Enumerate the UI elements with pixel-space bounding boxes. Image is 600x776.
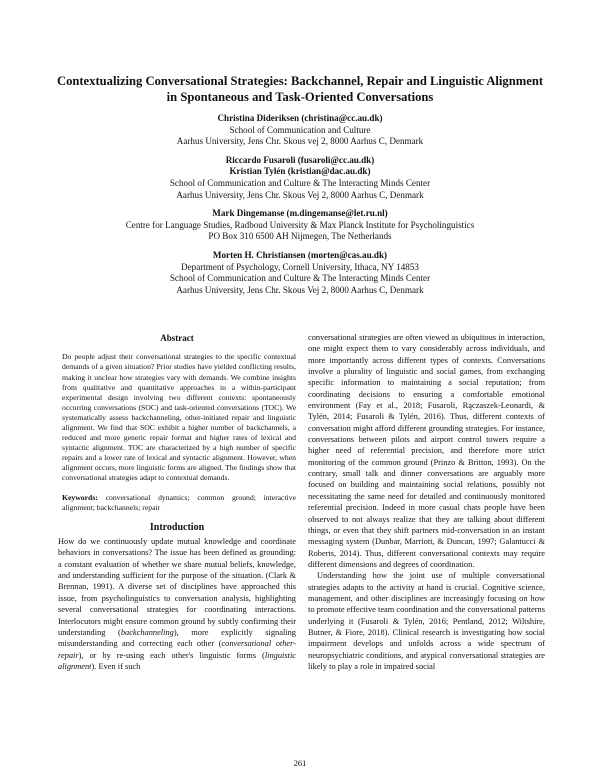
affiliation-line: Aarhus University, Jens Chr. Skous vej 2, 8000 Aarhus C, Denmark <box>176 136 424 147</box>
affiliation-line: School of Communication and Culture & The Interacting Minds Center <box>169 273 431 284</box>
author-name: Christina Dideriksen (christina@cc.au.dk) <box>217 113 383 123</box>
keywords <box>58 493 296 513</box>
introduction-heading: Introduction <box>149 521 205 533</box>
abstract-heading: Abstract <box>160 333 194 343</box>
affiliation-line: Aarhus University, Jens Chr. Skous Vej 2, 8000 Aarhus C, Denmark <box>176 189 424 200</box>
text-run: ). Even if such <box>91 661 141 671</box>
left-column <box>58 333 296 672</box>
keywords-text: conversational dynamics; common ground; interactive alignment; backchannels; repair <box>62 492 296 512</box>
text-run: ), or by re-using each other's linguistic forms ( <box>78 650 265 660</box>
affiliation-line: PO Box 310 6500 AH Nijmegen, The Netherlands <box>208 231 392 242</box>
affiliation-line: School of Communication and Culture <box>229 124 371 135</box>
author-name: Mark Dingemanse (m.dingemanse@let.ru.nl) <box>212 208 388 219</box>
affiliation-line: School of Communication and Culture & The Interacting Minds Center <box>169 177 431 188</box>
affiliation-line: Department of Psychology, Cornell University, Ithaca, NY 14853 <box>181 261 419 272</box>
text-run: ), more explicitly signaling misunderstanding and correcting each other ( <box>58 627 296 649</box>
term-other-repair: conversational other-repair <box>58 639 296 660</box>
right-column <box>308 332 545 672</box>
body-paragraph: conversational strategies are often viewed as ubiquitous in interaction, one might expect them to vary considerably across individuals, and more importantly across different types of contexts. Conversations involve a plurality of linguistic and social games, from exchanging specific information to maintaining a social reputation; from coordinating decisions to ensuring a comfortable emotional environment (Fay et al., 2018; Fusaroli, Rączaszek-Leonardi, & Tylén, 2014; Fusaroli & Tylén, 2016). Thus, different contexts of conversation might afford different grounding strategies. For instance, conversations between pilots and airport control towers require a higher need of referential precision, and therefore more strict monitoring of the common ground (Prinzo & Britton, 1993). On the contrary, small talk and dinner conversations are arguably more focused on building and maintaining social relations, possibly not necessitating the same need for detailed and continuously monitored referential precision. Indeed in more casual chats people have been observed to not always realize that they are talking about different things, or even that they shift partners mid-conversation in an instant messaging system (Dunbar, Marriott, & Duncan, 1997; Galantucci & Roberts, 2014). Thus, different conversational contexts may require different dimensions and degrees of coordination. <box>308 333 545 569</box>
affiliation-line: Aarhus University, Jens Chr. Skous Vej 2, 8000 Aarhus C, Denmark <box>176 284 424 295</box>
paper-title: Contextualizing Conversational Strategies: Backchannel, Repair and Linguistic Alignment in Spontaneous and Task-Oriented Conversations <box>56 74 544 104</box>
term-alignment: linguistic alignment <box>58 650 296 671</box>
keywords-label: Keywords: <box>62 492 98 502</box>
body-paragraph: Understanding how the joint use of multiple conversational strategies adapts to the activity at hand is crucial. Cognitive science, management, and other disciplines are increasingly focusing on how to promote effective team coordination and the conversational patterns underlying it (Fusaroli & Tylén, 2016; Pentland, 2012; Wiltshire, Butner, & Fiore, 2018). Clinical research is investigating how social impairment develops and unfolds across a wide spectrum of neuropsychiatric conditions, and atypical conversational strategies are likely to play a role in impaired social <box>308 571 545 671</box>
author-block-1 <box>90 113 510 148</box>
author-name: Kristian Tylén (kristian@dac.au.dk) <box>229 166 371 177</box>
intro-paragraph <box>58 536 296 672</box>
text-run: How do we continuously update mutual knowledge and coordinate behaviors in conversations? The issue has been defined as grounding: a constant evaluation of whether we share mutual beliefs, knowledge, and understanding sufficient for the purpose of the situation. (Clark & Brennan, 1991). A diverse set of disciplines have approached this issue, from psycholinguistics to conversation analysis, highlighting several conversational strategies for coordinating interactions. Interlocutors might ensure common ground by subtly confirming their understanding ( <box>58 537 296 637</box>
author-block-4 <box>90 250 510 296</box>
author-name: Riccardo Fusaroli (fusaroli@cc.au.dk) <box>225 154 375 165</box>
page-number: 261 <box>293 758 307 768</box>
author-list <box>90 113 510 303</box>
affiliation-line: Centre for Language Studies, Radboud University & Max Planck Institute for Psycholinguistics <box>125 219 475 230</box>
abstract-text: Do people adjust their conversational strategies to the specific contextual demands of a given situation? Prior studies have yielded conflicting results, making it unclear how strategies vary with demands. We combine insights from qualitative and quantitative approaches in a within-participant experimental design involving two different contexts: spontaneously occurring conversations (SOC) and task-oriented conversations (TOC). We systematically assess backchanneling, other-initiated repair and linguistic alignment. We find that SOC exhibit a higher number of backchannels, a reduced and more generic repair format and higher rates of lexical and syntactic alignment. TOC are characterized by a high number of specific repairs and a lower rate of lexical and syntactic alignment. However, when alignment occurs, more linguistic forms are aligned. The findings show that conversational strategies adapt to contextual demands. <box>62 352 296 483</box>
author-name: Morten H. Christiansen (morten@cas.au.dk) <box>212 249 388 260</box>
author-block-2 <box>90 155 510 201</box>
author-block-3 <box>90 208 510 243</box>
term-backchanneling: backchanneling <box>120 627 174 637</box>
